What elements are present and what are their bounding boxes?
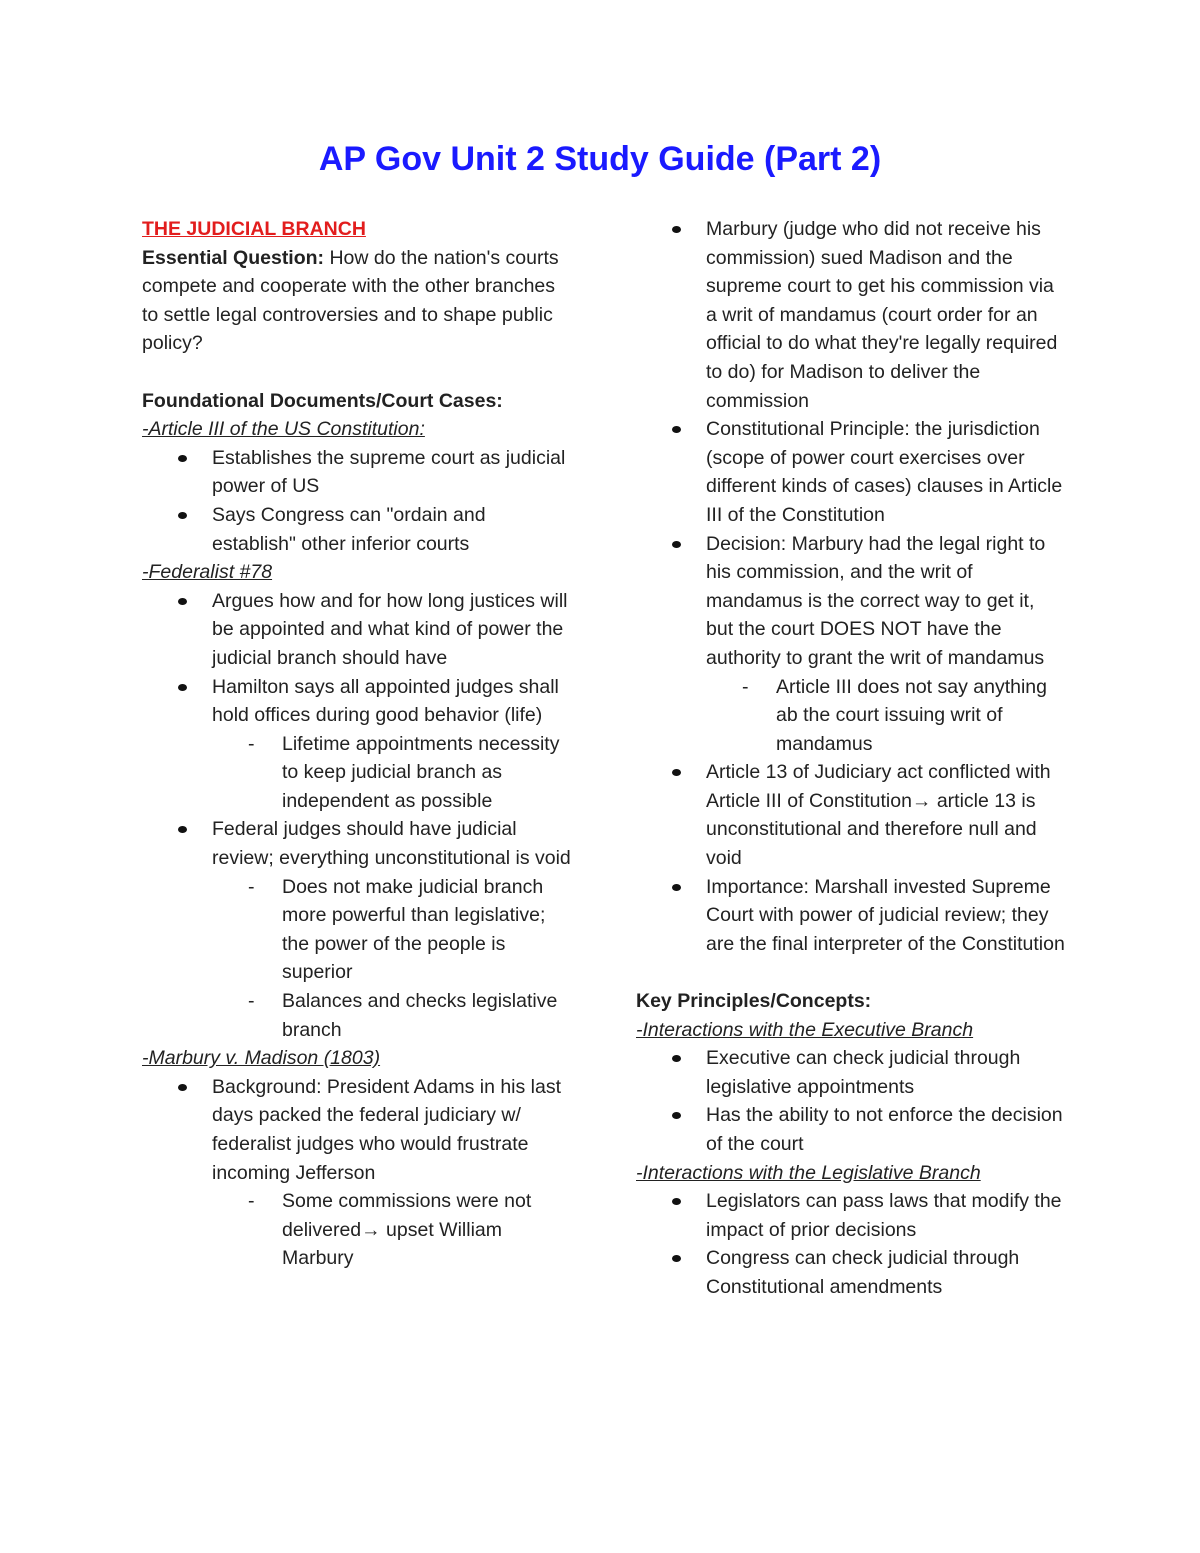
- bullet-icon: [672, 1055, 681, 1062]
- bullet-icon: [672, 1255, 681, 1262]
- federalist-78-list: [142, 587, 572, 1045]
- bullet-icon: [178, 598, 187, 605]
- sub-list-item: - Balances and checks legislative branch: [212, 987, 572, 1044]
- spacer: [142, 358, 572, 387]
- dash-icon: -: [248, 990, 255, 1013]
- legislative-list: [636, 1187, 1066, 1301]
- bullet-icon: [178, 684, 187, 691]
- list-item: Establishes the supreme court as judicial power of US: [142, 444, 572, 501]
- list-item: Says Congress can "ordain and establish" other inferior courts: [142, 501, 572, 558]
- bullet-icon: [178, 1084, 187, 1091]
- sub-list-item: - Some commissions were not delivered→ upset William Marbury: [212, 1187, 572, 1273]
- foundational-heading: Foundational Documents/Court Cases:: [142, 389, 503, 412]
- essential-question-label: Essential Question:: [142, 246, 325, 269]
- document-title: AP Gov Unit 2 Study Guide (Part 2): [318, 140, 882, 178]
- sub-list: [706, 673, 1066, 759]
- list-item: Hamilton says all appointed judges shall hold offices during good behavior (life) - Lifetime appointments necessity to keep judicial branch as independent as possible: [142, 673, 572, 816]
- list-item: Has the ability to not enforce the decision of the court: [636, 1101, 1066, 1158]
- list-item: Legislators can pass laws that modify the impact of prior decisions: [636, 1187, 1066, 1244]
- dash-icon: -: [248, 875, 255, 898]
- list-item: Executive can check judicial through legislative appointments: [636, 1044, 1066, 1101]
- bullet-icon: [672, 1112, 681, 1119]
- executive-list: [636, 1044, 1066, 1158]
- list-item: Decision: Marbury had the legal right to his commission, and the writ of mandamus is the correct way to get it, but the court DOES NOT have the authority to grant the writ of mandamus - Article III does not say anything ab the court issuing writ of mandamus: [636, 530, 1066, 759]
- list-item: Article 13 of Judiciary act conflicted with Article III of Constitution→ article 13 is unconstitutional and therefore null and void: [636, 758, 1066, 872]
- bullet-icon: [672, 769, 681, 776]
- dash-icon: -: [248, 1190, 255, 1213]
- sub-list: [212, 873, 572, 1045]
- bullet-icon: [178, 512, 187, 519]
- article-iii-list: [142, 444, 572, 558]
- bullet-icon: [178, 826, 187, 833]
- legislative-heading: -Interactions with the Legislative Branch: [636, 1161, 981, 1184]
- key-principles-heading: Key Principles/Concepts:: [636, 990, 872, 1013]
- sub-list-item: - Does not make judicial branch more powerful than legislative; the power of the people is superior: [212, 873, 572, 987]
- bullet-icon: [672, 226, 681, 233]
- list-item: Background: President Adams in his last days packed the federal judiciary w/ federalist judges who would frustrate incoming Jefferson - Some commissions were not delivered→ upset William Marbury: [142, 1073, 572, 1273]
- list-item: Importance: Marshall invested Supreme Court with power of judicial review; they are the final interpreter of the Constitution: [636, 873, 1066, 959]
- list-item: Marbury (judge who did not receive his commission) sued Madison and the supreme court to get his commission via a writ of mandamus (court order for an official to do what they're legally required to do) for Madison to deliver the commission: [636, 215, 1066, 415]
- bullet-icon: [178, 455, 187, 462]
- dash-icon: -: [248, 732, 255, 755]
- sub-list: [212, 1187, 572, 1273]
- list-item: Argues how and for how long justices will be appointed and what kind of power the judicial branch should have: [142, 587, 572, 673]
- essential-question: [142, 244, 572, 358]
- sub-list-item: - Lifetime appointments necessity to keep judicial branch as independent as possible: [212, 730, 572, 816]
- bullet-icon: [672, 541, 681, 548]
- article-iii-heading: -Article III of the US Constitution:: [142, 418, 425, 441]
- marbury-continued-list: [636, 215, 1066, 958]
- essential-question-text: How do the nation's courts compete and cooperate with the other branches to settle legal controversies and to shape public policy?: [142, 246, 559, 355]
- marbury-heading: -Marbury v. Madison (1803): [142, 1047, 381, 1070]
- list-item: Congress can check judicial through Constitutional amendments: [636, 1244, 1066, 1301]
- bullet-icon: [672, 426, 681, 433]
- dash-icon: -: [742, 675, 749, 698]
- marbury-list: [142, 1073, 572, 1273]
- executive-heading: -Interactions with the Executive Branch: [636, 1018, 974, 1041]
- bullet-icon: [672, 1198, 681, 1205]
- sub-list-item: - Article III does not say anything ab the court issuing writ of mandamus: [706, 673, 1066, 759]
- right-column: [636, 215, 1066, 1302]
- list-item: Constitutional Principle: the jurisdiction (scope of power court exercises over different kinds of cases) clauses in Article III of the Constitution: [636, 415, 1066, 529]
- list-item: Federal judges should have judicial review; everything unconstitutional is void - Does not make judicial branch more powerful than legislative; the power of the people is superior - Balances and checks legislative branch: [142, 815, 572, 1044]
- federalist-78-heading: -Federalist #78: [142, 561, 273, 584]
- bullet-icon: [672, 884, 681, 891]
- spacer: [636, 958, 1066, 987]
- left-column: [142, 215, 572, 1273]
- sub-list: [212, 730, 572, 816]
- section-heading: THE JUDICIAL BRANCH: [142, 218, 366, 240]
